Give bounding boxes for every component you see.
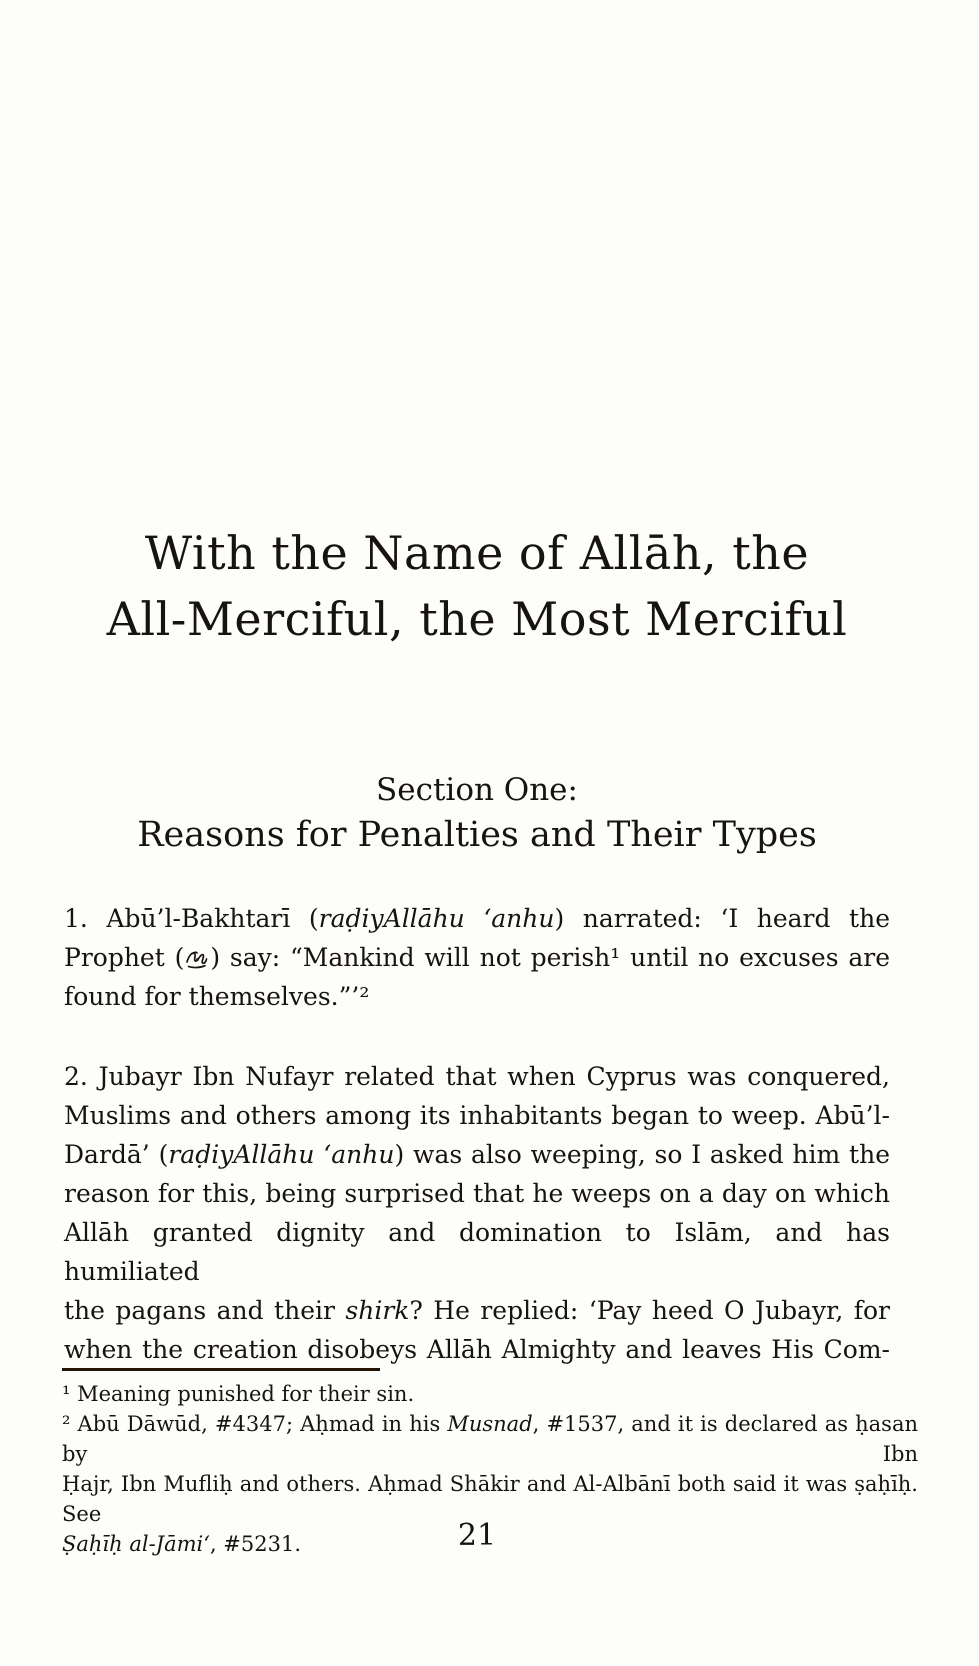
chapter-title-line-2: All-Merciful, the Most Merciful <box>106 592 848 646</box>
pbuh-calligraphy-icon <box>184 949 210 971</box>
text-segment: Ṣaḥīḥ al-Jāmi‘ <box>62 1532 210 1556</box>
chapter-title <box>64 520 890 652</box>
text-line: the pagans and their shirk? He replied: ‘Pay heed O Jubayr, for <box>64 1296 890 1325</box>
text-line: Muslims and others among its inhabitants began to weep. Abū’l- <box>64 1101 890 1130</box>
text-line: 1. Abū’l-Bakhtarī (raḍiyAllāhu ‘anhu) narrated: ‘I heard the <box>64 904 890 933</box>
section-heading <box>64 769 890 859</box>
text-line: ¹ Meaning punished for their sin. <box>62 1382 415 1406</box>
section-kicker: Section One: <box>376 772 578 808</box>
text-line: found for themselves.”’² <box>64 982 370 1011</box>
page-number: 21 <box>457 1518 497 1553</box>
section-title: Reasons for Penalties and Their Types <box>137 815 817 855</box>
footnote-divider <box>62 1368 380 1371</box>
paragraph-1 <box>64 899 890 1016</box>
text-line: Dardā’ (raḍiyAllāhu ‘anhu) was also weeping, so I asked him the <box>64 1140 890 1169</box>
text-segment: Musnad <box>447 1412 533 1436</box>
text-line: ² Abū Dāwūd, #4347; Aḥmad in his Musnad, #1537, and it is declared as ḥasan by Ibn <box>62 1412 918 1466</box>
text-segment: raḍiyAllāhu ‘anhu <box>168 1140 395 1169</box>
text-segment: raḍiyAllāhu ‘anhu <box>318 904 555 933</box>
text-segment: shirk <box>345 1296 410 1325</box>
chapter-title-line-1: With the Name of Allāh, the <box>144 526 810 580</box>
text-line: Prophet ( ) say: “Mankind will not perish¹ until no excuses are <box>64 943 890 972</box>
text-line: Ḥajr, Ibn Mufliḥ and others. Aḥmad Shākir and Al-Albānī both said it was ṣaḥīḥ. See <box>62 1472 918 1526</box>
paragraph-2 <box>64 1057 890 1369</box>
footnote-1 <box>62 1379 918 1409</box>
text-line: 2. Jubayr Ibn Nufayr related that when Cyprus was conquered, <box>64 1062 890 1091</box>
text-line: reason for this, being surprised that he weeps on a day on which <box>64 1179 890 1208</box>
text-line: Ṣaḥīḥ al-Jāmi‘, #5231. <box>62 1532 302 1556</box>
text-line: when the creation disobeys Allāh Almighty and leaves His Com- <box>64 1335 890 1364</box>
text-line: Allāh granted dignity and domination to Islām, and has humiliated <box>64 1218 890 1286</box>
